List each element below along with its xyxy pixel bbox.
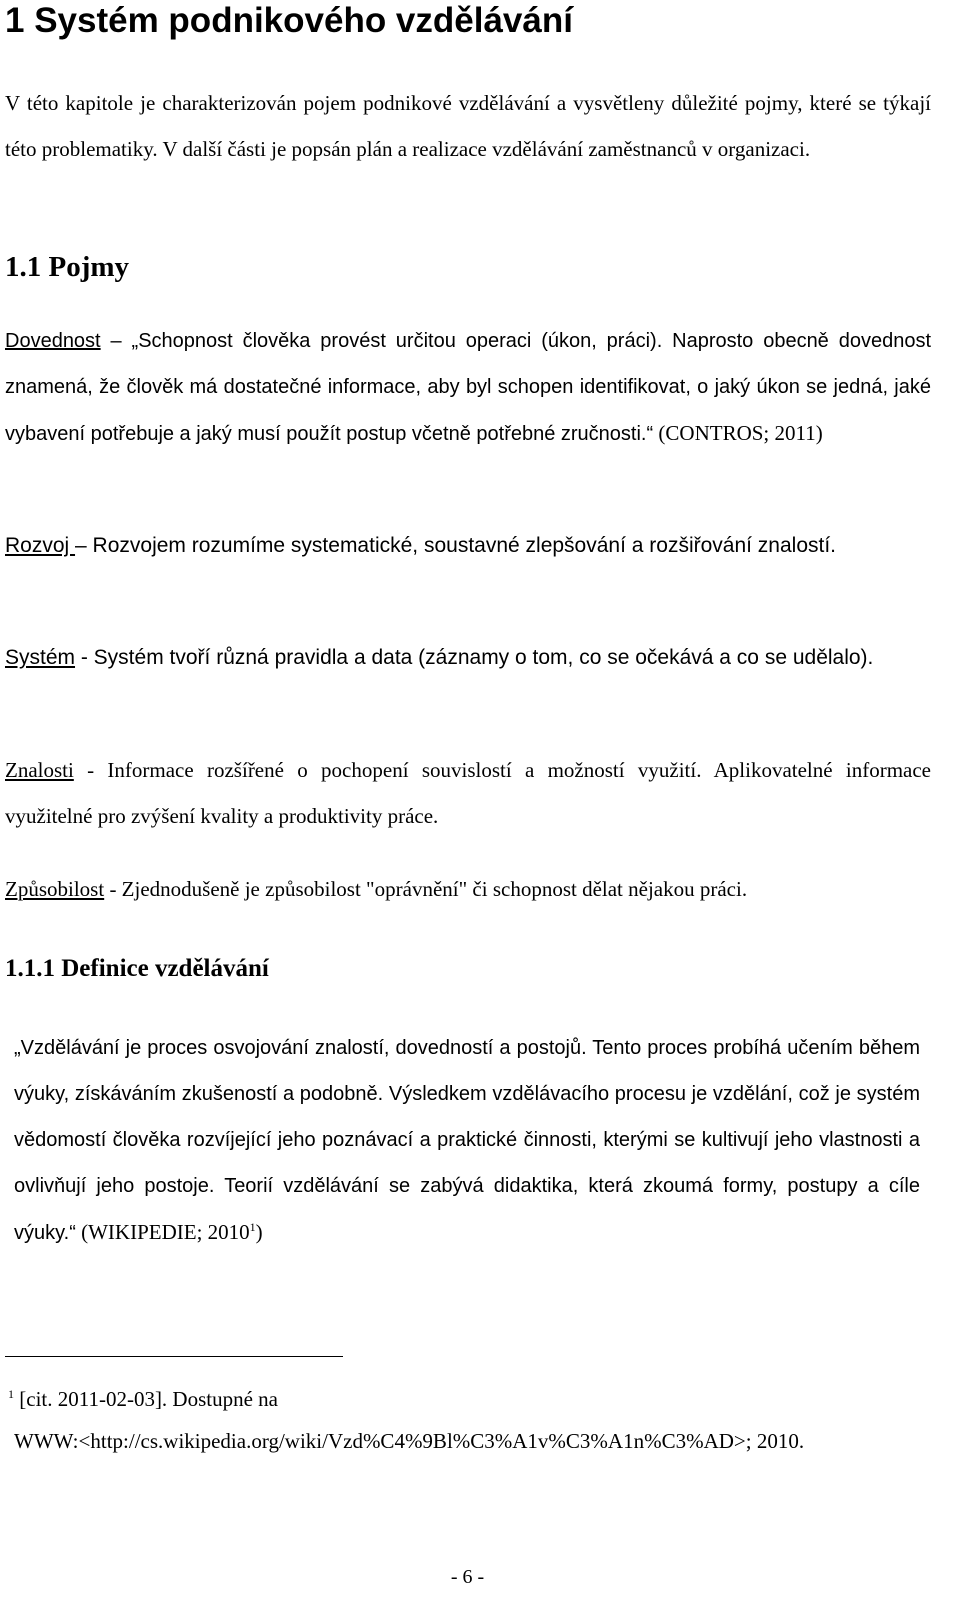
definition-znalosti	[5, 747, 931, 839]
definition-quote	[14, 1025, 920, 1256]
definition-text: - Informace rozšířené o pochopení souvislostí a možností využití. Aplikovatelné informace využitelné pro zvýšení kvality a produktivity práce.	[5, 758, 931, 828]
definition-rozvoj	[5, 523, 931, 569]
definition-text: - Zjednodušeně je způsobilost "oprávnění" či schopnost dělat nějakou práci.	[104, 877, 748, 901]
citation: (CONTROS; 2011)	[653, 421, 823, 445]
footnote-reference[interactable]: 1	[249, 1220, 256, 1234]
footnote-url[interactable]: WWW:<http://cs.wikipedia.org/wiki/Vzd%C4%9Bl%C3%A1v%C3%A1n%C3%AD>; 2010.	[14, 1429, 805, 1453]
subsection-title: 1.1.1 Definice vzdělávání	[5, 955, 269, 982]
definition-term: Způsobilost	[5, 877, 105, 901]
page-number: - 6 -	[450, 1566, 485, 1588]
footnote-mark: 1	[8, 1387, 14, 1401]
section-title: 1.1 Pojmy	[5, 251, 130, 283]
definition-term: Systém	[5, 646, 76, 669]
definition-term: Rozvoj	[5, 534, 76, 557]
citation-close: )	[255, 1220, 263, 1244]
definition-zpusobilost	[5, 866, 931, 912]
definition-dovednost	[5, 318, 931, 457]
definition-system	[5, 635, 931, 681]
footnote-line-1: [cit. 2011-02-03]. Dostupné na	[14, 1387, 278, 1411]
citation	[76, 1220, 263, 1244]
citation-text: (WIKIPEDIE; 2010	[75, 1220, 250, 1244]
definition-text: – Rozvojem rozumíme systematické, soustavné zlepšování a rozšiřování znalostí.	[75, 534, 837, 557]
definition-term: Dovednost	[5, 330, 101, 352]
definition-text: – „Schopnost člověka provést určitou operaci (úkon, práci). Naprosto obecně dovednost znamená, že člověk má dostatečné informace, aby byl schopen identifikovat, o jaký úkon se jedná, jaké vybavení potřebuje a jaký musí použít postup včetně potřebné zručnosti.“	[5, 330, 931, 445]
intro-paragraph: V této kapitole je charakterizován pojem podnikové vzdělávání a vysvětleny důležité pojmy, které se týkají této problematiky. V další části je popsán plán a realizace vzdělávání zaměstnanců v organizaci.	[5, 91, 931, 161]
definition-term: Znalosti	[5, 758, 74, 782]
footnote	[8, 1378, 938, 1462]
quote-text: „Vzdělávání je proces osvojování znalostí, dovedností a postojů. Tento proces probíhá učením během výuky, získáváním zkušeností a podobně. Výsledkem vzdělávacího procesu je vzdělání, což je systém vědomostí člověka rozvíjející jeho poznávací a praktické činnosti, kterými se kultivují jeho vlastnosti a ovlivňují jeho postoje. Teorií vzdělávání se zabývá didaktika, která zkoumá formy, postupy a cíle výuky.“	[14, 1037, 920, 1244]
chapter-title: 1 Systém podnikového vzdělávání	[5, 1, 573, 40]
footnote-separator	[5, 1356, 343, 1357]
definition-text: - Systém tvoří různá pravidla a data (záznamy o tom, co se očekává a co se udělalo).	[75, 646, 874, 669]
